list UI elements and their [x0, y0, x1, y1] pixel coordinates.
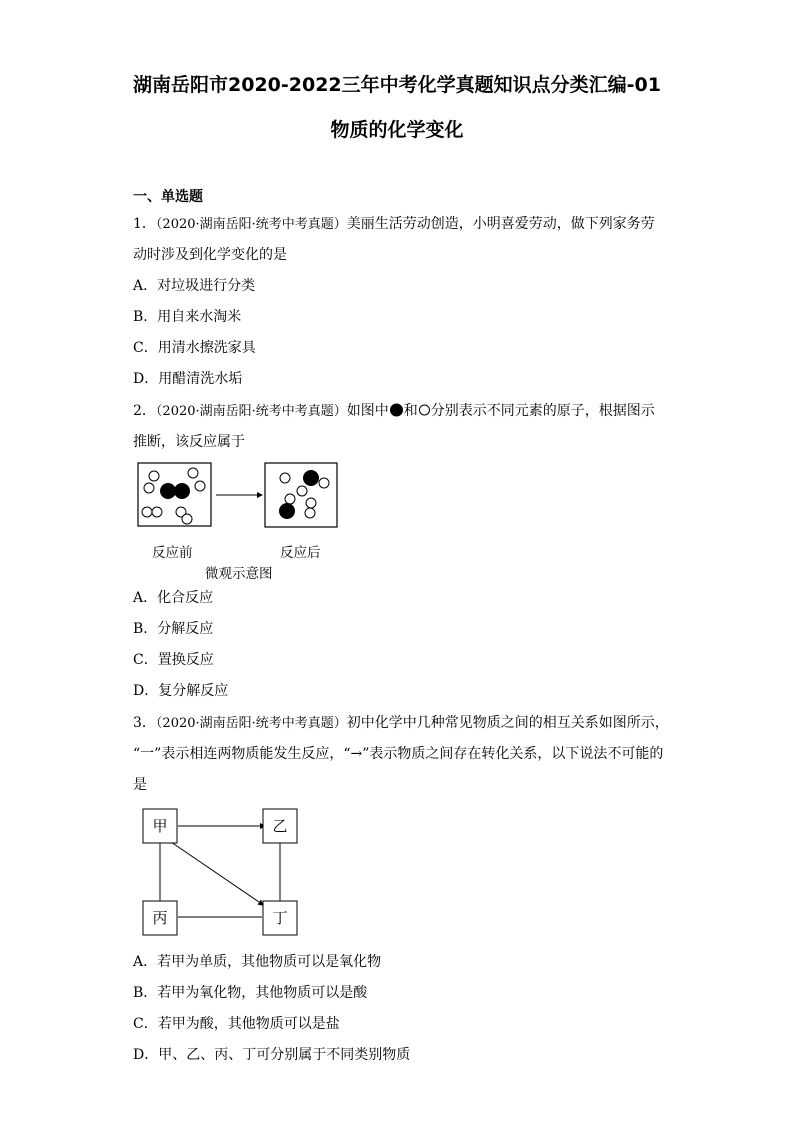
arrow-head: [257, 492, 263, 498]
option-b: B．分解反应: [133, 621, 214, 637]
question-2-stem: [133, 400, 655, 420]
question-3-stem-cont2: 是: [133, 777, 147, 793]
node-ding-label: 丁: [272, 909, 288, 927]
option-b: B．用自来水淘米: [133, 309, 242, 325]
question-source: （2020·湖南岳阳·统考中考真题）: [155, 217, 347, 232]
question-number: 3．: [133, 715, 156, 731]
question-text: 和: [403, 403, 418, 419]
question-3-stem: [133, 712, 669, 732]
document-title-line2: 物质的化学变化: [330, 119, 464, 141]
node-bing-label: 丙: [152, 909, 168, 927]
question-2-stem-cont: 推断，该反应属于: [133, 434, 245, 450]
option-d: D．用醋清洗水垢: [133, 371, 243, 387]
after-label: 反应后: [280, 545, 321, 561]
question-number: 2．: [133, 403, 156, 419]
option-a: A．化合反应: [133, 590, 214, 606]
option-a: A．若甲为单质，其他物质可以是氧化物: [133, 954, 382, 970]
option-c: C．用清水擦洗家具: [133, 340, 256, 356]
node-jia-label: 甲: [152, 817, 168, 835]
question-text: 如图中: [346, 403, 389, 419]
question-1-stem-cont: 动时涉及到化学变化的是: [133, 247, 287, 263]
question-source: （2020·湖南岳阳·统考中考真题）: [155, 404, 347, 419]
question-source: （2020·湖南岳阳·统考中考真题）: [155, 716, 347, 731]
section-heading: 一、单选题: [133, 189, 203, 205]
option-c: C．若甲为酸，其他物质可以是盐: [133, 1016, 340, 1032]
option-b: B．若甲为氧化物，其他物质可以是酸: [133, 985, 368, 1001]
option-d: D．复分解反应: [133, 683, 229, 699]
question-1-stem: [133, 213, 655, 233]
substance-relation-diagram: [140, 806, 305, 938]
question-text: 美丽生活劳动创造，小明喜爱劳动，做下列家务劳: [346, 216, 655, 232]
option-a: A．对垃圾进行分类: [133, 278, 256, 294]
question-3-stem-cont: “一”表示相连两物质能发生反应，“→”表示物质之间存在转化关系，以下说法不可能的: [133, 746, 664, 762]
reaction-micro-diagram: [130, 458, 345, 533]
question-text: 分别表示不同元素的原子，根据图示: [430, 403, 655, 419]
arrow-jia-ding: [171, 842, 259, 902]
document-title-line1: 湖南岳阳市2020-2022三年中考化学真题知识点分类汇编-01: [133, 74, 661, 96]
option-d: D．甲、乙、丙、丁可分别属于不同类别物质: [133, 1047, 411, 1063]
question-text: 初中化学中几种常见物质之间的相互关系如图所示，: [346, 715, 669, 731]
white-atom-icon: [418, 403, 431, 417]
black-atom-icon: [389, 403, 404, 417]
question-number: 1．: [133, 216, 156, 232]
before-label: 反应前: [152, 545, 193, 561]
option-c: C．置换反应: [133, 652, 214, 668]
node-yi-label: 乙: [272, 817, 288, 835]
figure-caption: 微观示意图: [205, 566, 273, 582]
